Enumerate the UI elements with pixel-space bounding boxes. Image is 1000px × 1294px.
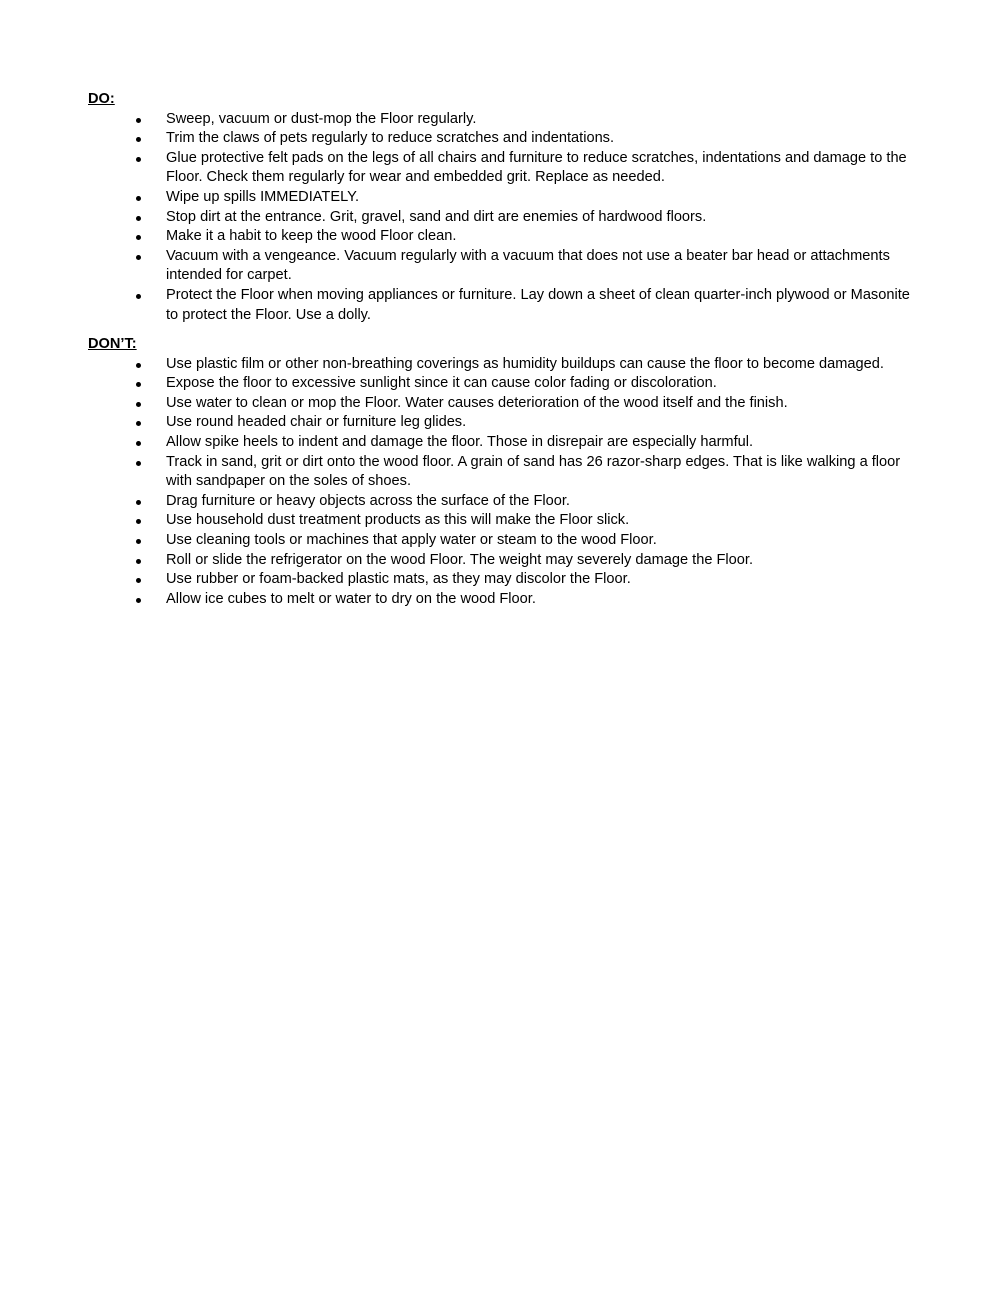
dont-heading: DON’T: <box>88 336 137 352</box>
list-item <box>88 110 918 130</box>
bullet-icon <box>136 598 141 603</box>
list-item-text: Make it a habit to keep the wood Floor clean. <box>166 228 457 245</box>
list-item <box>88 286 918 325</box>
dont-list <box>88 355 918 610</box>
list-item <box>88 413 918 433</box>
list-item-text: Glue protective felt pads on the legs of all chairs and furniture to reduce scratches, indentations and damage to the Floor. Check them regularly for wear and embedded grit. Replace as needed. <box>166 149 907 186</box>
list-item <box>88 531 918 551</box>
bullet-icon <box>136 578 141 583</box>
list-item <box>88 492 918 512</box>
list-item-text: Use cleaning tools or machines that apply water or steam to the wood Floor. <box>166 531 657 548</box>
list-item-text: Allow ice cubes to melt or water to dry on the wood Floor. <box>166 590 536 607</box>
do-heading: DO: <box>88 91 115 107</box>
list-item <box>88 590 918 610</box>
list-item <box>88 149 918 188</box>
list-item <box>88 247 918 286</box>
bullet-icon <box>136 196 141 201</box>
list-item-text: Allow spike heels to indent and damage the floor. Those in disrepair are especially harmful. <box>166 433 754 450</box>
list-item-text: Wipe up spills IMMEDIATELY. <box>166 188 360 205</box>
list-item-text: Roll or slide the refrigerator on the wood Floor. The weight may severely damage the Floor. <box>166 551 754 568</box>
bullet-icon <box>136 539 141 544</box>
list-item-text: Expose the floor to excessive sunlight since it can cause color fading or discoloration. <box>166 375 717 392</box>
list-item-text: Trim the claws of pets regularly to reduce scratches and indentations. <box>166 130 615 147</box>
bullet-icon <box>136 118 141 123</box>
bullet-icon <box>136 402 141 407</box>
bullet-icon <box>136 294 141 299</box>
list-item-text: Protect the Floor when moving appliances or furniture. Lay down a sheet of clean quarter-inch plywood or Masonite to protect the Floor. Use a dolly. <box>166 286 910 323</box>
list-item-text: Track in sand, grit or dirt onto the wood floor. A grain of sand has 26 razor-sharp edges. That is like walking a floor with sandpaper on the soles of shoes. <box>166 453 901 490</box>
bullet-icon <box>136 216 141 221</box>
bullet-icon <box>136 500 141 505</box>
list-item-text: Stop dirt at the entrance. Grit, gravel, sand and dirt are enemies of hardwood floors. <box>166 208 707 225</box>
list-item-text: Use water to clean or mop the Floor. Water causes deterioration of the wood itself and the finish. <box>166 394 788 411</box>
list-item-text: Use round headed chair or furniture leg glides. <box>166 414 467 431</box>
list-item-text: Use rubber or foam-backed plastic mats, as they may discolor the Floor. <box>166 571 631 588</box>
list-item <box>88 433 918 453</box>
list-item-text: Use plastic film or other non-breathing coverings as humidity buildups can cause the floor to become damaged. <box>166 355 884 372</box>
list-item <box>88 129 918 149</box>
list-item <box>88 511 918 531</box>
list-item <box>88 374 918 394</box>
list-item <box>88 208 918 228</box>
do-section <box>88 90 918 325</box>
list-item <box>88 453 918 492</box>
bullet-icon <box>136 559 141 564</box>
list-item-text: Vacuum with a vengeance. Vacuum regularly with a vacuum that does not use a beater bar head or attachments intended for carpet. <box>166 247 890 284</box>
list-item <box>88 188 918 208</box>
dont-section <box>88 335 918 609</box>
list-item <box>88 551 918 571</box>
bullet-icon <box>136 382 141 387</box>
list-item <box>88 227 918 247</box>
list-item <box>88 355 918 375</box>
do-list <box>88 110 918 326</box>
bullet-icon <box>136 157 141 162</box>
list-item <box>88 570 918 590</box>
bullet-icon <box>136 519 141 524</box>
bullet-icon <box>136 421 141 426</box>
list-item-text: Drag furniture or heavy objects across the surface of the Floor. <box>166 492 570 509</box>
bullet-icon <box>136 137 141 142</box>
bullet-icon <box>136 363 141 368</box>
bullet-icon <box>136 255 141 260</box>
bullet-icon <box>136 441 141 446</box>
bullet-icon <box>136 235 141 240</box>
list-item-text: Sweep, vacuum or dust-mop the Floor regularly. <box>166 110 477 127</box>
list-item <box>88 394 918 414</box>
bullet-icon <box>136 461 141 466</box>
list-item-text: Use household dust treatment products as this will make the Floor slick. <box>166 512 630 529</box>
